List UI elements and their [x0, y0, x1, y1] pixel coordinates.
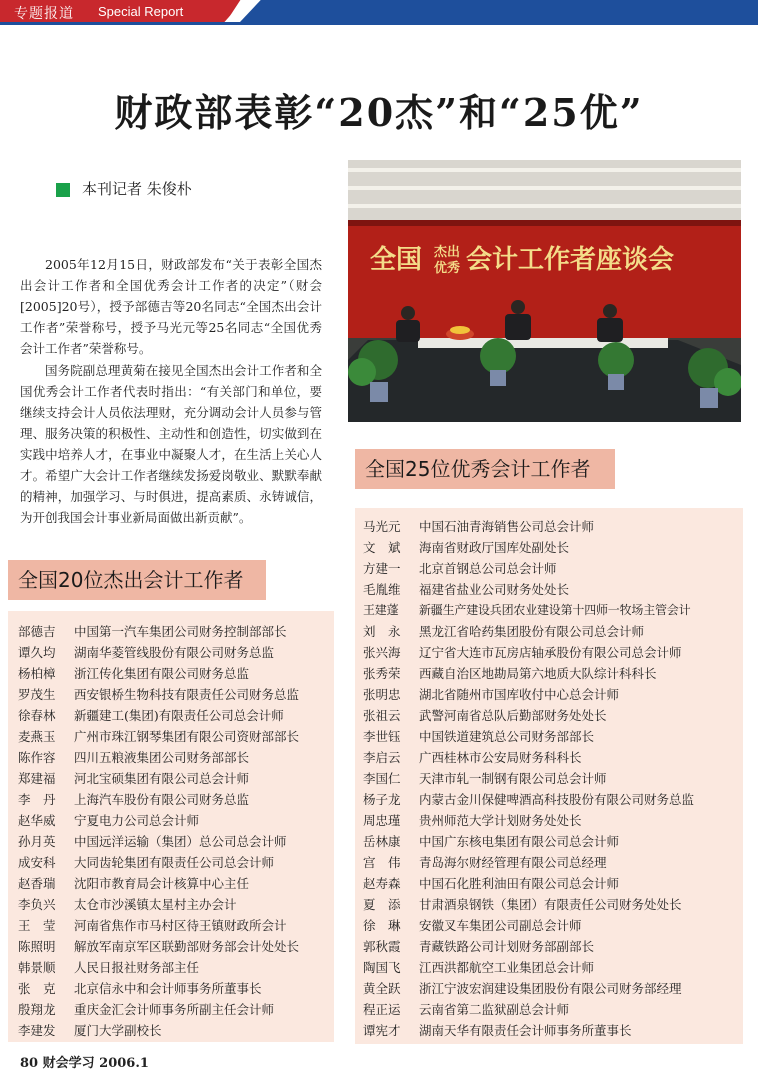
list25-org: 青岛海尔财经管理有限公司总经理	[419, 855, 607, 870]
page-footer: 80 财会学习 2006.1	[20, 1056, 149, 1071]
section-label-en: Special Report	[98, 4, 184, 19]
list25-name: 毛胤维	[363, 582, 401, 597]
header-underline	[0, 22, 758, 25]
list20-name: 韩景顺	[18, 960, 56, 975]
list20-org: 四川五粮液集团公司财务部部长	[74, 750, 250, 765]
header-blue-band	[240, 0, 758, 22]
list20-name: 陈作容	[18, 750, 56, 765]
list20-org: 太仓市沙溪镇太星村主办会计	[74, 897, 237, 912]
list25-org: 中国石化胜利油田有限公司总会计师	[419, 876, 620, 891]
article-paragraph-1: 2005年12月15日，财政部发布“关于表彰全国杰出会计工作者和全国优秀会计工作者的决定”（财会[2005]20号），授予部德吉等20名同志“全国杰出会计工作者”荣誉称号，授予马光元等25名同志“全国优秀会计工作者”荣誉称号。	[20, 257, 322, 356]
list20-name: 李 丹	[18, 792, 56, 807]
list25-box	[355, 508, 743, 1044]
list20-name: 麦燕玉	[18, 729, 56, 744]
list20-org: 人民日报社财务部主任	[74, 960, 200, 975]
list20-name: 杨柏樟	[18, 666, 56, 681]
list20-org: 中国第一汽车集团公司财务控制部部长	[74, 624, 287, 639]
list20-name: 孙月英	[18, 834, 56, 849]
list20-org: 河北宝硕集团有限公司总会计师	[74, 771, 250, 786]
list20-name: 罗茂生	[18, 687, 56, 702]
list25-org: 江西洪都航空工业集团总会计师	[419, 960, 595, 975]
list25-org: 黑龙江省哈药集团股份有限公司总会计师	[419, 624, 645, 639]
list25-name: 夏 添	[363, 897, 401, 912]
list25-name: 刘 永	[363, 624, 401, 639]
list25-org: 西藏自治区地勘局第六地质大队综计科科长	[419, 666, 657, 681]
list20-name: 陈照明	[18, 939, 56, 954]
list20-name: 部德吉	[18, 624, 56, 639]
list20-org: 湖南华菱管线股份有限公司财务总监	[74, 645, 275, 660]
list25-org: 湖南天华有限责任会计师事务所董事长	[419, 1023, 632, 1038]
reporter-byline: 本刊记者 朱俊朴	[82, 180, 192, 198]
meeting-photo	[348, 160, 741, 422]
list20-org: 解放军南京军区联勤部财务部会计处处长	[74, 939, 300, 954]
list20-name: 赵香瑞	[18, 876, 56, 891]
list20-name: 谭久均	[18, 645, 56, 660]
list25-org: 海南省财政厅国库处副处长	[419, 540, 570, 555]
list25-name: 张秀荣	[363, 666, 401, 681]
list20-org: 浙江传化集团有限公司财务总监	[74, 666, 250, 681]
list25-name: 郭秋霞	[363, 939, 401, 954]
list25-org: 湖北省随州市国库收付中心总会计师	[419, 687, 620, 702]
list25-name: 周忠瑾	[363, 813, 401, 828]
green-square-icon	[56, 183, 70, 197]
list20-org: 上海汽车股份有限公司财务总监	[74, 792, 250, 807]
list25-name: 岳林康	[363, 834, 401, 849]
list25-org: 中国广东核电集团有限公司总会计师	[419, 834, 620, 849]
list25-name: 王建蓬	[363, 603, 399, 617]
list20-name: 李负兴	[18, 897, 56, 912]
list25-name: 文 斌	[363, 540, 401, 555]
list25-org: 北京首钢总公司总会计师	[419, 561, 557, 576]
list25-name: 方建一	[363, 561, 401, 576]
list20-org: 新疆建工(集团)有限责任公司总会计师	[74, 708, 284, 723]
svg-text:会计工作者座谈会: 会计工作者座谈会	[466, 245, 675, 275]
list20-name: 成安科	[18, 855, 56, 870]
list20-org: 大同齿轮集团有限责任公司总会计师	[74, 855, 275, 870]
list20-name: 殷翔龙	[18, 1002, 56, 1017]
list25-org: 中国铁道建筑总公司财务部部长	[419, 729, 595, 744]
list25-org: 新疆生产建设兵团农业建设第十四师一牧场主管会计	[419, 603, 691, 617]
banner-small-text-2: 优秀	[434, 261, 461, 276]
list20-org: 宁夏电力公司总会计师	[74, 813, 200, 828]
list20-name: 李建发	[18, 1023, 56, 1038]
list25-org: 青藏铁路公司计划财务部副部长	[419, 939, 595, 954]
list20-name: 赵华威	[18, 813, 56, 828]
banner-small-text-1: 杰出	[434, 245, 461, 260]
list25-org: 云南省第二监狱副总会计师	[419, 1002, 570, 1017]
list25-org: 安徽叉车集团公司副总会计师	[419, 918, 582, 933]
list25-name: 张兴海	[363, 645, 401, 660]
list25-name: 李启云	[363, 750, 401, 765]
list20-org: 广州市珠江钢琴集团有限公司资财部部长	[74, 729, 300, 744]
article-paragraph-2: 国务院副总理黄菊在接见全国杰出会计工作者和全国优秀会计工作者代表时指出：“有关部门和单位，要继续支持会计人员依法理财，充分调动会计人员参与管理、服务决策的积极性、主动性和创造性，切实做到在实践中培养人才，在事业中凝聚人才，在生活上关心人才。希望广大会计工作者继续发扬爱岗敬业、默默奉献的精神，加强学习、与时俱进，提高素质、永铸诚信，为开创我国会计事业新局面做出新贡献”。	[20, 363, 322, 525]
list25-name: 张明忠	[363, 687, 401, 702]
list25-name: 宫 伟	[363, 855, 401, 870]
list25-org: 内蒙古金川保健啤酒高科技股份有限公司财务总监	[419, 792, 695, 807]
list20-org: 厦门大学副校长	[74, 1023, 162, 1038]
list25-org: 天津市轧一制钢有限公司总会计师	[419, 771, 607, 786]
list25-name: 李世钰	[363, 729, 401, 744]
list20-name: 王 莹	[18, 918, 56, 933]
list25-name: 杨子龙	[363, 792, 401, 807]
list25-org: 浙江宁波宏润建设集团股份有限公司财务部经理	[419, 981, 682, 996]
list25-name: 赵寿森	[363, 876, 401, 891]
list20-name: 张 克	[18, 981, 56, 996]
list25-name: 谭宪才	[363, 1023, 401, 1038]
section-label-cn: 专题报道	[14, 6, 74, 22]
list25-name: 程正运	[363, 1002, 401, 1017]
list20-org: 中国远洋运输（集团）总公司总会计师	[74, 834, 287, 849]
list25-name: 马光元	[363, 519, 401, 534]
list25-org: 武警河南省总队后勤部财务处处长	[419, 708, 607, 723]
list25-org: 广西桂林市公安局财务科科长	[419, 750, 582, 765]
list25-org: 辽宁省大连市瓦房店轴承股份有限公司总会计师	[419, 645, 682, 660]
list20-org: 河南省焦作市马村区待王镇财政所会计	[74, 918, 287, 933]
list20-name: 郑建福	[18, 771, 56, 786]
list25-org: 甘肃酒泉钢铁（集团）有限责任公司财务处处长	[419, 897, 682, 912]
article-title: 财政部表彰“20杰”和“25优”	[114, 90, 644, 135]
list20-name: 徐春林	[18, 708, 56, 723]
list20-box	[8, 611, 334, 1042]
list25-title: 全国25位优秀会计工作者	[355, 449, 615, 489]
list25-org: 贵州师范大学计划财务处处长	[419, 813, 582, 828]
list25-name: 张祖云	[363, 708, 401, 723]
list25-name: 徐 琳	[363, 918, 401, 933]
list20-org: 沈阳市教育局会计核算中心主任	[74, 876, 250, 891]
svg-text:全国: 全国	[370, 245, 423, 275]
list25-name: 陶国飞	[363, 960, 401, 975]
list25-org: 福建省盐业公司财务处处长	[419, 582, 570, 597]
list20-org: 重庆金汇会计师事务所副主任会计师	[74, 1002, 275, 1017]
list25-name: 黄全跃	[363, 981, 401, 996]
list25-name: 李国仁	[363, 771, 401, 786]
list20-org: 西安银桥生物科技有限责任公司财务总监	[74, 687, 300, 702]
list20-org: 北京信永中和会计师事务所董事长	[74, 981, 262, 996]
list20-title: 全国20位杰出会计工作者	[8, 560, 266, 600]
list25-org: 中国石油青海销售公司总会计师	[419, 519, 595, 534]
